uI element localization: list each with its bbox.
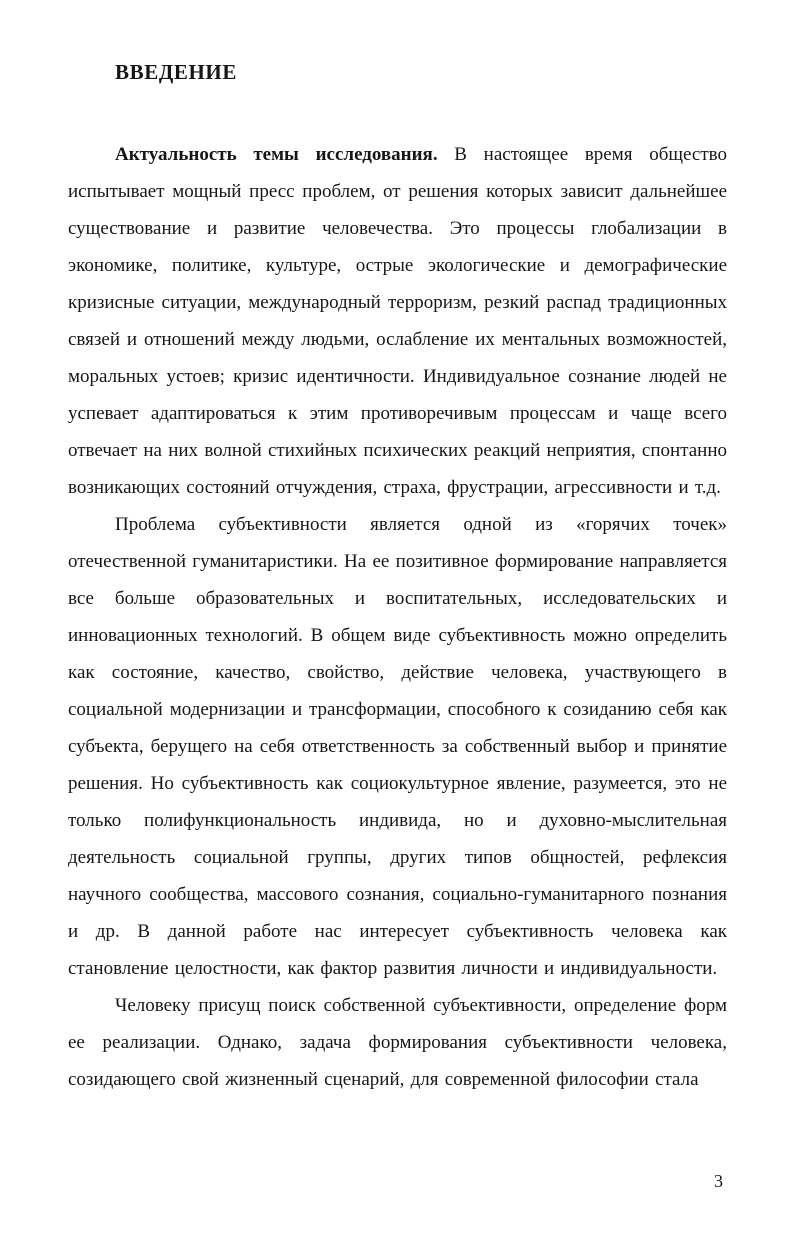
paragraph-3 [68, 987, 727, 1098]
paragraph-1-bold-lead: Актуальность темы исследования. [115, 144, 438, 165]
page-content [68, 58, 727, 1098]
paragraph-1 [68, 136, 727, 506]
paragraph-2-text: Проблема субъективности является одной из «горячих точек» отечественной гуманитаристики. На ее позитивное формирование направляется все больше образовательных и воспитательных, исследовательских и инновационных технологий. В общем виде субъективность можно определить как состояние, качество, свойство, действие человека, участвующего в социальной модернизации и трансформации, способного к созиданию себя как субъекта, берущего на себя ответственность за собственный выбор и принятие решения. Но субъективность как социокультурное явление, разумеется, это не только полифункциональность индивида, но и духовно-мыслительная деятельность социальной группы, других типов общностей, рефлексия научного сообщества, массового сознания, социально-гуманитарного познания и др. В данной работе нас интересует субъективность человека как становление целостности, как фактор развития личности и индивидуальности. [68, 514, 727, 979]
paragraph-2 [68, 506, 727, 987]
body-text [68, 136, 727, 1098]
section-heading: ВВЕДЕНИЕ [115, 60, 237, 84]
page-number: 3 [714, 1171, 723, 1191]
paragraph-1-text: В настоящее время общество испытывает мощный пресс проблем, от решения которых зависит дальнейшее существование и развитие человечества. Это процессы глобализации в экономике, политике, культуре, острые экологические и демографические кризисные ситуации, международный терроризм, резкий распад традиционных связей и отношений между людьми, ослабление их ментальных возможностей, моральных устоев; кризис идентичности. Индивидуальное сознание людей не успевает адаптироваться к этим противоречивым процессам и чаще всего отвечает на них волной стихийных психических реакций неприятия, спонтанно возникающих состояний отчуждения, страха, фрустрации, агрессивности и т.д. [68, 144, 727, 498]
paragraph-3-text: Человеку присущ поиск собственной субъективности, определение форм ее реализации. Однако, задача формирования субъективности человека, созидающего свой жизненный сценарий, для современной философии стала [68, 995, 727, 1090]
